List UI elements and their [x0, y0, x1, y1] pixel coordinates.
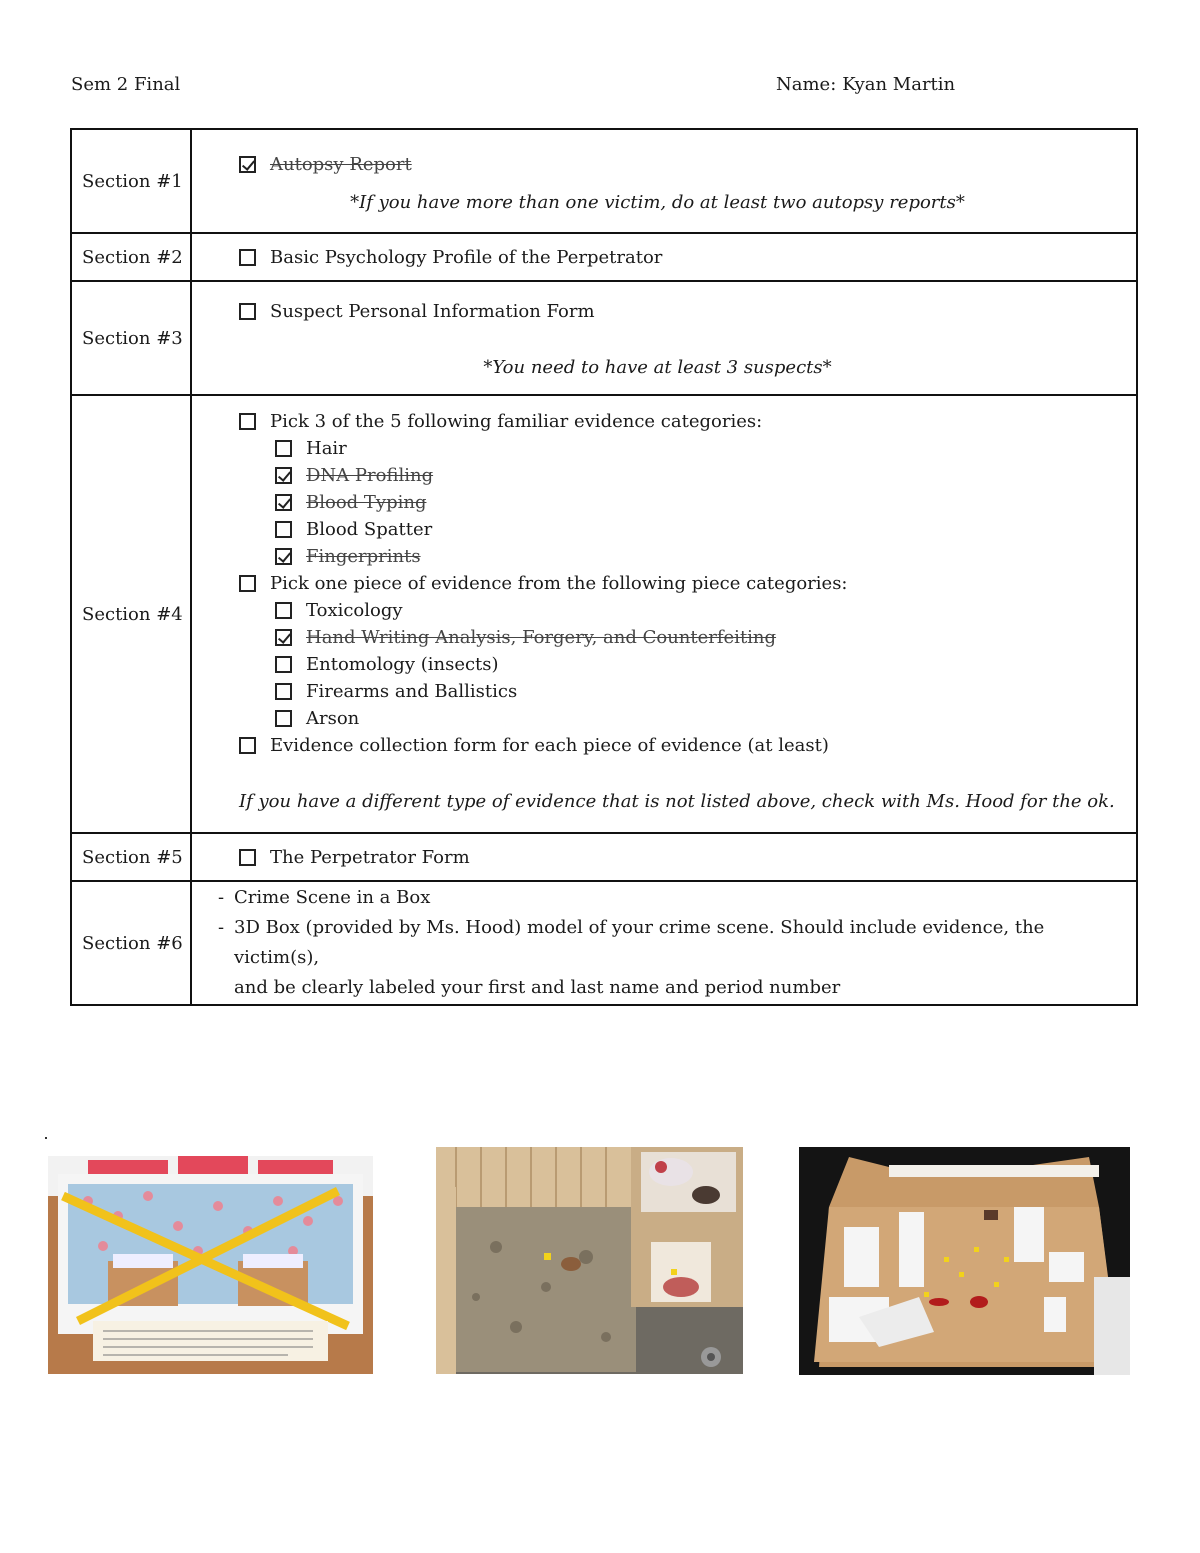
dash-bullet: - [218, 887, 225, 908]
item-label: Fingerprints [306, 546, 421, 567]
item-label: Blood Spatter [306, 519, 433, 540]
checklist-item [239, 844, 1136, 871]
requirements-table [70, 128, 1138, 1006]
section-row-1 [71, 129, 1137, 233]
section-content [191, 833, 1137, 881]
empty-checkbox-icon[interactable] [275, 656, 292, 673]
checked-box-icon[interactable] [275, 548, 292, 565]
checklist-subitem-fingerprints [239, 543, 1136, 570]
item-label: Entomology (insects) [306, 654, 499, 675]
item-label: Blood Typing [306, 492, 427, 513]
checked-box-icon[interactable] [275, 494, 292, 511]
crime-scene-photo-bedroom [48, 1156, 373, 1374]
empty-checkbox-icon[interactable] [275, 602, 292, 619]
checklist-item [239, 408, 1136, 435]
section-content [191, 129, 1137, 233]
checklist-subitem-toxicology [239, 597, 1136, 624]
item-label: Pick one piece of evidence from the following piece categories: [270, 573, 848, 594]
empty-checkbox-icon[interactable] [239, 737, 256, 754]
checklist-item [239, 570, 1136, 597]
section-row-6 [71, 881, 1137, 1005]
bullet-item [218, 913, 1135, 973]
empty-checkbox-icon[interactable] [239, 575, 256, 592]
crime-scene-photo-room [799, 1147, 1130, 1375]
empty-checkbox-icon[interactable] [239, 249, 256, 266]
section-row-5 [71, 833, 1137, 881]
document-title: Sem 2 Final [71, 74, 181, 95]
student-name [776, 74, 955, 95]
checked-box-icon[interactable] [275, 629, 292, 646]
checklist-subitem-dna-profiling [239, 462, 1136, 489]
bullet-text: Crime Scene in a Box [234, 887, 431, 908]
checklist-item [239, 244, 1136, 271]
checklist-subitem-hair [239, 435, 1136, 462]
checklist-item [239, 732, 1136, 759]
dash-bullet: - [218, 917, 225, 938]
empty-checkbox-icon[interactable] [239, 413, 256, 430]
empty-checkbox-icon[interactable] [275, 440, 292, 457]
empty-checkbox-icon[interactable] [275, 710, 292, 727]
checklist-subitem-entomology [239, 651, 1136, 678]
section-label: Section #3 [71, 281, 191, 395]
item-label: Arson [306, 708, 360, 729]
checked-box-icon[interactable] [275, 467, 292, 484]
item-label: Autopsy Report [270, 154, 412, 175]
item-label: Pick 3 of the 5 following familiar evidence categories: [270, 411, 763, 432]
item-label: Hand Writing Analysis, Forgery, and Counterfeiting [306, 627, 777, 648]
section-row-3 [71, 281, 1137, 395]
item-label: Suspect Personal Information Form [270, 301, 595, 322]
checklist-subitem-blood-typing [239, 489, 1136, 516]
section-row-4 [71, 395, 1137, 833]
empty-checkbox-icon[interactable] [275, 521, 292, 538]
section-content [191, 281, 1137, 395]
section-note: *You need to have at least 3 suspects* [483, 357, 832, 378]
bullet-text: 3D Box (provided by Ms. Hood) model of your crime scene. Should include evidence, the victim(s), [234, 917, 1045, 968]
section-note: If you have a different type of evidence that is not listed above, check with Ms. Hood for the ok. [239, 791, 1115, 812]
section-content [191, 395, 1137, 833]
checked-box-icon[interactable] [239, 156, 256, 173]
item-label: DNA Profiling [306, 465, 434, 486]
bullet-continuation [218, 973, 1135, 1003]
checklist-subitem-arson [239, 705, 1136, 732]
checklist-item [239, 298, 1136, 325]
empty-checkbox-icon[interactable] [275, 683, 292, 700]
section-note: *If you have more than one victim, do at least two autopsy reports* [350, 192, 965, 213]
item-label: Hair [306, 438, 347, 459]
checklist-subitem-handwriting [239, 624, 1136, 651]
checklist-item [239, 151, 1136, 178]
empty-checkbox-icon[interactable] [239, 849, 256, 866]
item-label: Evidence collection form for each piece of evidence (at least) [270, 735, 829, 756]
empty-checkbox-icon[interactable] [239, 303, 256, 320]
section-content [191, 233, 1137, 281]
section-label: Section #4 [71, 395, 191, 833]
name-value: Kyan Martin [842, 74, 956, 95]
section-label: Section #2 [71, 233, 191, 281]
stray-mark [45, 1137, 47, 1139]
item-label: Firearms and Ballistics [306, 681, 518, 702]
bullet-text: and be clearly labeled your first and last name and period number [234, 977, 841, 998]
section-row-2 [71, 233, 1137, 281]
item-label: Toxicology [306, 600, 403, 621]
checklist-subitem-blood-spatter [239, 516, 1136, 543]
crime-scene-photo-outdoor [436, 1147, 743, 1374]
item-label: The Perpetrator Form [270, 846, 470, 868]
name-label: Name: [776, 74, 837, 95]
section-label: Section #1 [71, 129, 191, 233]
section-content [191, 881, 1137, 1005]
checklist-subitem-firearms [239, 678, 1136, 705]
section-label: Section #6 [71, 881, 191, 1005]
bullet-item [218, 883, 1135, 913]
section-label: Section #5 [71, 833, 191, 881]
item-label: Basic Psychology Profile of the Perpetrator [270, 246, 663, 268]
